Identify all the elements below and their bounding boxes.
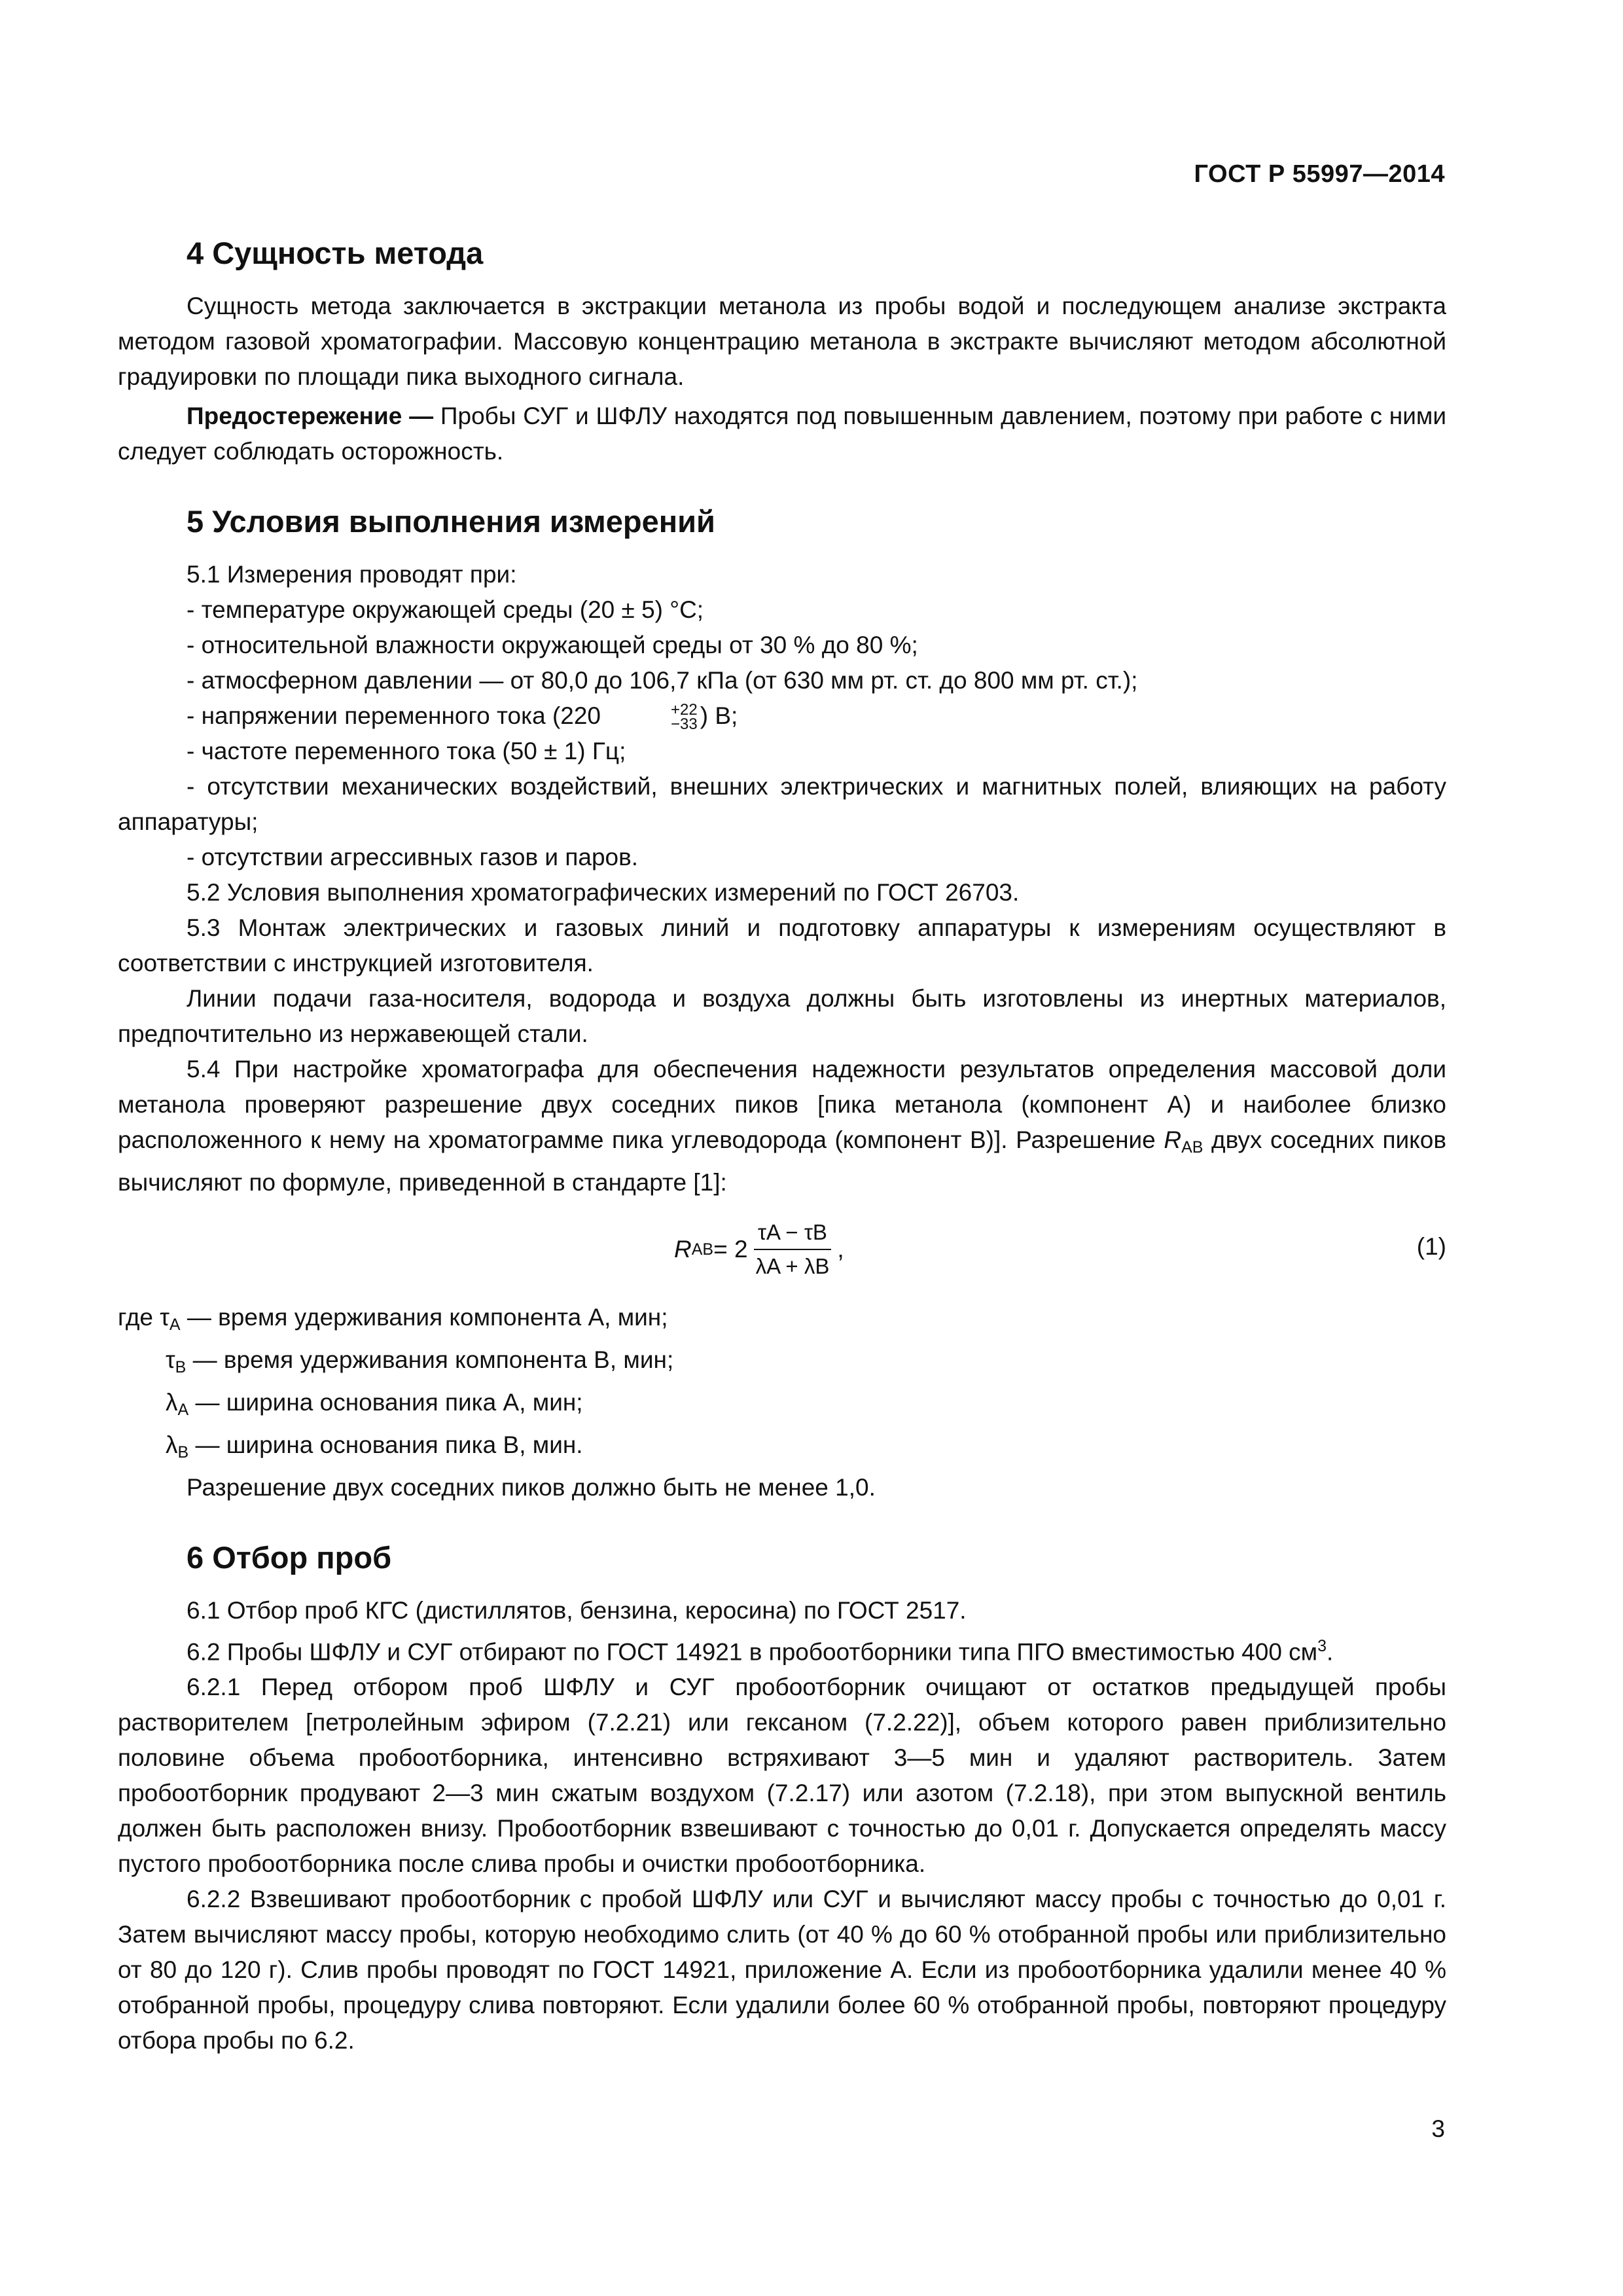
legend-symbol: где τ <box>118 1304 169 1331</box>
voltage-tolerance <box>602 703 698 732</box>
formula-denominator: λA + λB <box>755 1254 830 1278</box>
formula-equals: = 2 <box>713 1236 748 1263</box>
formula-expression <box>674 1219 844 1280</box>
page-content <box>118 232 1446 2058</box>
clause-5-4-tail: двух соседних пиков вычисляют по формуле, приведенной в стандарте [1]: <box>118 1126 1447 1196</box>
formula-comma: , <box>837 1236 844 1263</box>
page-number: 3 <box>1431 2115 1445 2142</box>
formula-number: (1) <box>1416 1233 1446 1260</box>
legend-symbol: λ <box>166 1431 178 1458</box>
legend-subscript: A <box>177 1401 189 1419</box>
clause-5-3: 5.3 Монтаж электрических и газовых линий и подготовку аппаратуры к измерениям осуществляют в соответствии с инструкцией изготовителя. <box>118 914 1446 977</box>
clause-5-3-lines: Линии подачи газа-носителя, водорода и воздуха должны быть изготовлены из инертных материалов, предпочтительно из нержавеющей стали. <box>118 985 1446 1047</box>
standard-designation: ГОСТ Р 55997—2014 <box>1194 160 1445 188</box>
legend-subscript: B <box>177 1443 189 1462</box>
section-5-title: 5 Условия выполнения измерений <box>187 504 715 539</box>
formula-legend <box>118 1300 1446 1505</box>
legend-lambda-b <box>118 1427 1446 1470</box>
condition-pressure: - атмосферном давлении — от 80,0 до 106,7 кПа (от 630 мм рт. ст. до 800 мм рт. ст.); <box>187 667 1138 694</box>
condition-frequency: - частоте переменного тока (50 ± 1) Гц; <box>187 738 626 764</box>
legend-text: — время удерживания компонента В, мин; <box>186 1346 674 1373</box>
clause-6-2-superscript: 3 <box>1317 1637 1327 1655</box>
tolerance-upper: +22 <box>671 701 698 719</box>
legend-subscript: B <box>175 1358 187 1376</box>
warning-paragraph <box>118 399 1446 469</box>
resolution-requirement: Разрешение двух соседних пиков должно быть не менее 1,0. <box>187 1474 876 1501</box>
clause-6-2-2: 6.2.2 Взвешивают пробоотборник с пробой ШФЛУ или СУГ и вычисляют массу пробы с точностью до 0,01 г. Затем вычисляют массу пробы, которую необходимо слить (от 40 % до 60 % отобранной пробы или приблизительно от 80 до 120 г). Слив пробы проводят по ГОСТ 14921, приложение А. Если из пробоотборника удалили менее 40 % отобранной пробы, процедуру слива повторяют. Если удалили более 60 % отобранной пробы, повторяют процедуру отбора пробы по 6.2. <box>118 1886 1446 2054</box>
legend-text: — время удерживания компонента А, мин; <box>180 1304 668 1331</box>
formula-numerator: τA − τB <box>754 1219 831 1250</box>
resolution-symbol: R <box>1164 1126 1182 1153</box>
voltage-post: ) В; <box>700 702 738 729</box>
clause-6-2-end: . <box>1327 1638 1334 1666</box>
formula-fraction <box>752 1219 834 1280</box>
warning-text: Пробы СУГ и ШФЛУ находятся под повышенным давлением, поэтому при работе с ними следует соблюдать осторожность. <box>118 403 1446 465</box>
section-4-title: 4 Сущность метода <box>187 236 484 270</box>
legend-subscript: A <box>169 1316 181 1334</box>
condition-temperature: - температуре окружающей среды (20 ± 5) °С; <box>187 596 704 623</box>
clause-6-2-text: 6.2 Пробы ШФЛУ и СУГ отбирают по ГОСТ 14921 в пробоотборники типа ПГО вместимостью 400 см <box>187 1638 1318 1666</box>
clause-6-2-1: 6.2.1 Перед отбором проб ШФЛУ и СУГ пробоотборник очищают от остатков предыдущей пробы растворителем [петролейным эфиром (7.2.21) или гексаном (7.2.22)], объем которого равен приблизительно половине объема пробоотборника, интенсивно встряхивают 3—5 мин и удаляют растворитель. Затем пробоотборник продувают 2—3 мин сжатым воздухом (7.2.17) или азотом (7.2.18), при этом выпускной вентиль должен быть расположен внизу. Пробоотборник взвешивают с точностью до 0,01 г. Допускается определять массу пустого пробоотборника после слива пробы и очистки пробоотборника. <box>118 1674 1446 1878</box>
formula-lhs-subscript: AB <box>691 1240 714 1259</box>
clause-5-2: 5.2 Условия выполнения хроматографических измерений по ГОСТ 26703. <box>187 879 1020 906</box>
legend-tau-a <box>118 1300 1446 1342</box>
formula-1 <box>118 1216 1446 1288</box>
legend-text: — ширина основания пика А, мин; <box>188 1389 583 1416</box>
section-4-paragraph: Сущность метода заключается в экстракции метанола из пробы водой и последующем анализе экстракта методом газовой хроматографии. Массовую концентрацию метанола в экстракте вычисляют методом абсолютной градуировки по площади пика выходного сигнала. <box>118 293 1446 390</box>
warning-label: Предостережение — <box>187 403 434 429</box>
legend-symbol: τ <box>166 1346 175 1373</box>
tolerance-lower: −33 <box>671 715 698 734</box>
legend-symbol: λ <box>166 1389 178 1416</box>
condition-gases: - отсутствии агрессивных газов и паров. <box>187 844 639 870</box>
clause-5-4-text: 5.4 При настройке хроматографа для обеспечения надежности результатов определения массовой доли метанола проверяют разрешение двух соседних пиков [пика метанола (компонент А) и наиболее близко расположенного к нему на хроматограмме пика углеводорода (компонент В)]. Разрешение <box>118 1056 1446 1153</box>
section-6-title: 6 Отбор проб <box>187 1540 392 1575</box>
resolution-subscript: AB <box>1181 1138 1204 1157</box>
formula-lhs: R <box>674 1236 692 1263</box>
clause-6-2 <box>118 1628 1446 1670</box>
condition-humidity: - относительной влажности окружающей среды от 30 % до 80 %; <box>187 632 918 658</box>
voltage-pre: - напряжении переменного тока (220 <box>187 702 601 729</box>
legend-text: — ширина основания пика В, мин. <box>188 1431 583 1458</box>
clause-5-1: 5.1 Измерения проводят при: <box>187 561 517 588</box>
legend-tau-b <box>118 1342 1446 1385</box>
condition-voltage <box>118 698 1446 734</box>
condition-fields: - отсутствии механических воздействий, внешних электрических и магнитных полей, влияющих на работу аппаратуры; <box>118 773 1446 835</box>
legend-lambda-a <box>118 1385 1446 1427</box>
clause-6-1: 6.1 Отбор проб КГС (дистиллятов, бензина, керосина) по ГОСТ 2517. <box>187 1597 967 1624</box>
clause-5-4 <box>118 1052 1446 1200</box>
